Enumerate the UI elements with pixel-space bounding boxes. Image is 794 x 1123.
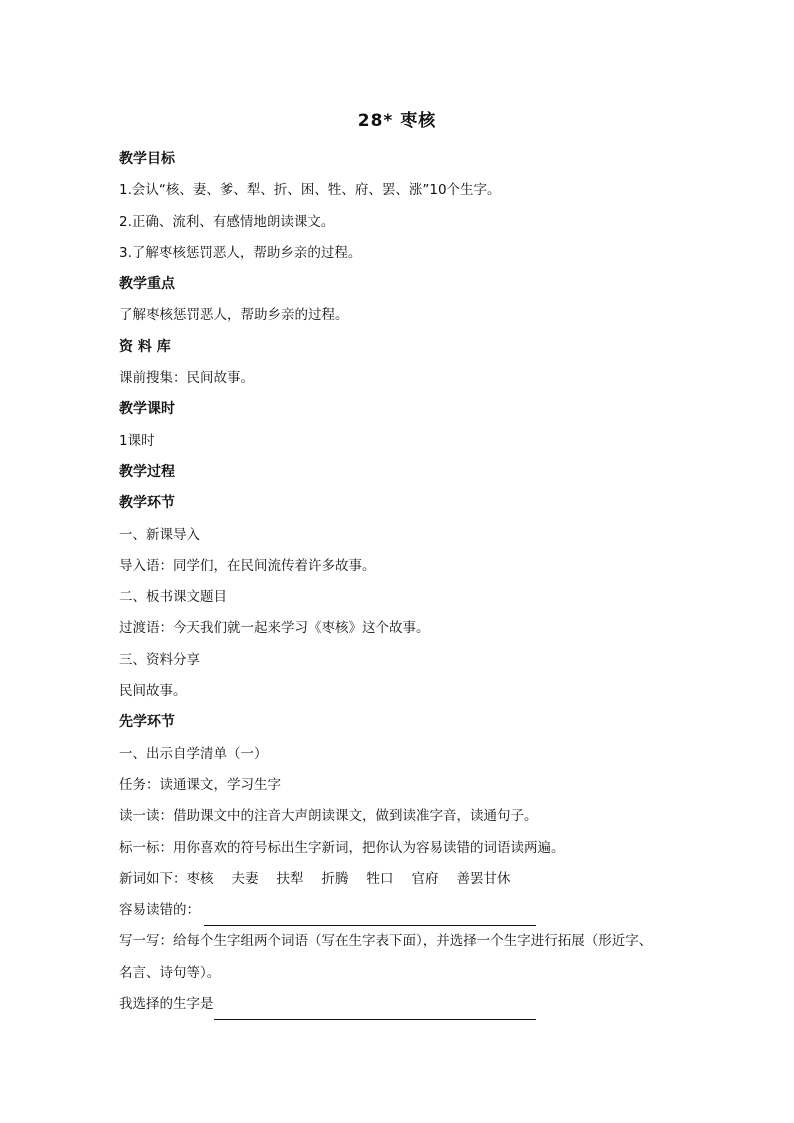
chosen-char-row (119, 989, 679, 1020)
new-word: 善罢甘休 (456, 870, 511, 887)
answer-blank[interactable] (214, 997, 536, 1020)
key-points-heading: 教学重点 (119, 276, 175, 293)
new-word: 夫妻 (231, 870, 259, 887)
resources-text: 课前搜集：民间故事。 (119, 370, 254, 387)
hours-text: 1课时 (119, 432, 155, 449)
document-body (119, 144, 679, 1020)
key-points-text: 了解枣核惩罚恶人，帮助乡亲的过程。 (119, 307, 349, 324)
objective-item: 3.了解枣核惩罚恶人，帮助乡亲的过程。 (119, 244, 362, 261)
hours-heading: 教学课时 (119, 401, 175, 418)
objective-item: 1.会认“核、妻、爹、犁、折、困、牲、府、罢、涨”10个生字。 (119, 182, 501, 199)
page-title: 28* 枣核 (357, 111, 437, 131)
resources-heading: 资 料 库 (119, 338, 171, 355)
easy-wrong-label: 容易读错的： (119, 902, 200, 919)
prelearn-item: 一、出示自学清单（一） (119, 745, 268, 762)
stage-item: 一、新课导入 (119, 526, 200, 543)
new-words-label: 新词如下： (119, 870, 187, 887)
new-word: 折腾 (321, 870, 349, 887)
answer-blank[interactable] (204, 903, 536, 926)
new-word: 枣核 (186, 870, 214, 887)
prelearn-item: 任务：读通课文，学习生字 (119, 776, 281, 793)
process-heading: 教学过程 (119, 463, 175, 480)
new-word: 扶犁 (276, 870, 304, 887)
new-words-row (119, 864, 679, 895)
new-word: 牲口 (366, 870, 394, 887)
prelearn-item: 标一标：用你喜欢的符号标出生字新词，把你认为容易读错的词语读两遍。 (119, 839, 565, 856)
stage-item: 导入语：同学们，在民间流传着许多故事。 (119, 557, 376, 574)
objective-item: 2.正确、流利、有感情地朗读课文。 (119, 213, 335, 230)
stage-item: 三、资料分享 (119, 651, 200, 668)
easy-wrong-row (119, 895, 679, 926)
stage-item: 过渡语：今天我们就一起来学习《枣核》这个故事。 (119, 620, 430, 637)
stage-item: 民间故事。 (119, 683, 187, 700)
prelearn-item: 读一读：借助课文中的注音大声朗读课文，做到读准字音，读通句子。 (119, 808, 538, 825)
prelearn-heading: 先学环节 (119, 714, 175, 731)
write-instruction-cont: 名言、诗句等）。 (119, 964, 221, 981)
stage-heading: 教学环节 (119, 495, 175, 512)
new-word: 官府 (411, 870, 439, 887)
objectives-heading: 教学目标 (119, 151, 175, 167)
chosen-char-label: 我选择的生字是 (119, 996, 214, 1013)
write-instruction: 写一写：给每个生字组两个词语（写在生字表下面），并选择一个生字进行拓展（形近字、 (119, 933, 653, 950)
stage-item: 二、板书课文题目 (119, 589, 227, 606)
